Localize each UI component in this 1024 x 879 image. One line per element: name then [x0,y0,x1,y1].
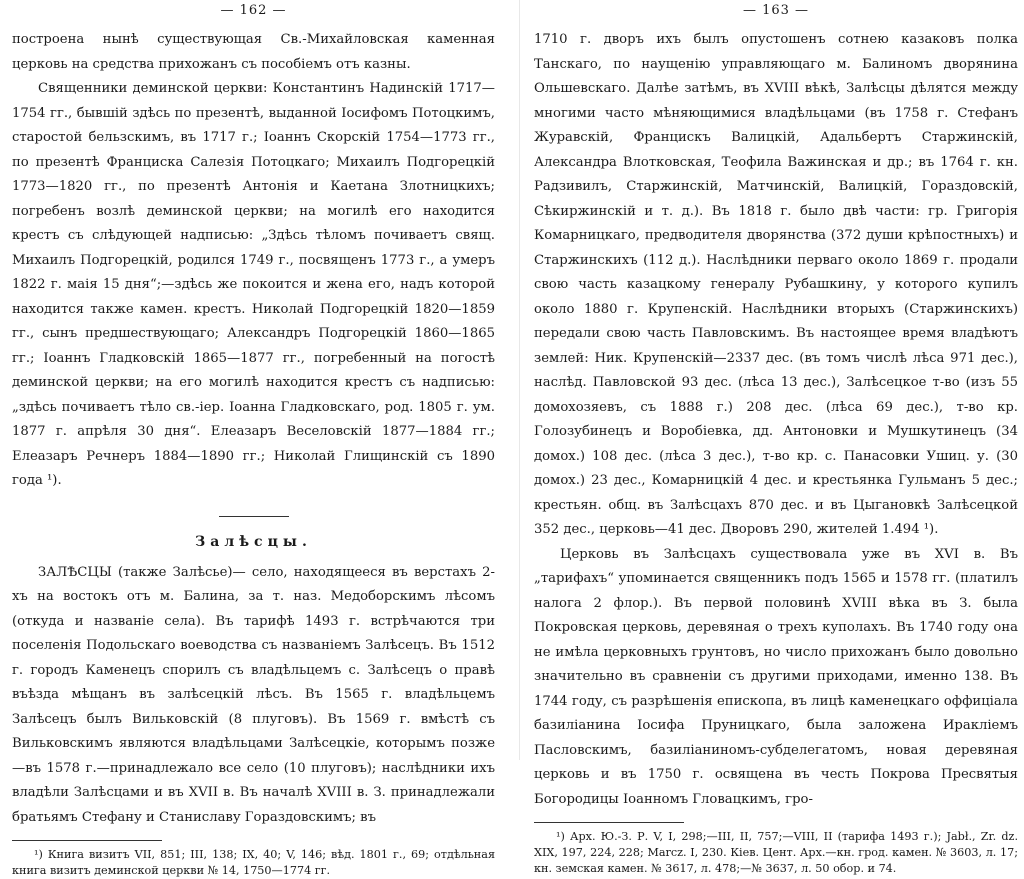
right-body-text [534,28,1018,812]
footnote-left: ¹) Книга визитъ VII, 851; III, 138; IX, 40; V, 146; вѣд. 1801 г., 69; отдѣльная книга визитъ деминской церкви № 14, 1750—1774 гг. [12,848,495,877]
paragraph-church-construction: построена нынѣ существующая Св.-Михайловская каменная церковь на средства прихожанъ съ пособіемъ отъ казны. [12,32,495,72]
paragraph-priests-list: Священники деминской церкви: Константинъ Надинскій 1717—1754 гг., бывшій здѣсь по презентѣ, выданной Іосифомъ Потоцкимъ, старостой бельзскимъ, въ 1717 г.; Іоаннъ Скорскій 1754—1773 гг., по презентѣ Франциска Салезія Потоцкаго; Михаилъ Подгорецкій 1773—1820 гг., по презентѣ Антонія и Каетана Злотницкихъ; погребенъ возлѣ деминской церкви; на могилѣ его находится крестъ съ слѣдующей надписью: „Здѣсь тѣломъ почиваетъ свящ. Михаилъ Подгорецкій, родился 1749 г., посвященъ 1773 г., а умеръ 1822 г. маія 15 дня“;—здѣсь же покоится и жена его, надъ которой находится также камен. крестъ. Николай Подгорецкій 1820—1859 гг., сынъ предшествующаго; Александръ Подгорецкій 1860—1865 гг.; Іоаннъ Гладковскій 1865—1877 гг., погребенный на погостѣ деминской церкви; на его могилѣ находится крестъ съ надписью: „здѣсь почиваетъ тѣло св.-іер. Іоанна Гладковскаго, род. 1805 г. ум. 1877 г. апрѣля 30 дня“. Елеазаръ Веселовскій 1877—1884 гг.; Елеазаръ Речнеръ 1884—1890 гг.; Николай Глищинскій съ 1890 года ¹). [12,81,495,488]
left-body-text [12,28,495,494]
paragraph-church-history: Церковь въ Залѣсцахъ существовала уже въ XVI в. Въ „тарифахъ“ упоминается священникъ подъ 1565 и 1578 гг. (платилъ налога 2 флор.). Въ первой половинѣ XVIII вѣка въ З. была Покровская церковь, деревяная о трехъ куполахъ. Въ 1740 году она не имѣла церковныхъ грунтовъ, но число прихожанъ было довольно значительно въ сравненіи съ другими приходами, именно 138. Въ 1744 году, съ разрѣшенія епископа, въ лицѣ каменецкаго оффиціала базиліанина Іосифа Пруницкаго, была заложена Иракліемъ Пасловскимъ, базиліаниномъ-субделегатомъ, новая деревяная церковь и въ 1750 г. освящена въ честь Покрова Пресвятыя Богородицы Іоанномъ Гловацкимъ, гро- [534,546,1018,807]
footnote-rule-left [12,840,162,841]
left-section-text [12,561,495,831]
page-number-left: — 162 — [220,3,287,18]
paragraph-owners-history: 1710 г. дворъ ихъ былъ опустошенъ сотнею казаковъ полка Танскаго, по наущенію управляющаго м. Балиномъ дворянина Ольшевскаго. Далѣе затѣмъ, въ XVIII вѣкѣ, Залѣсцы дѣлятся между многими часто мѣняющимися владѣльцами (въ 1758 г. Стефанъ Журавскій, Францискъ Валицкій, Адальбертъ Старжинскій, Александра Влотковская, Теофила Важинская и др.; въ 1764 г. кн. Радзивилъ, Старжинскій, Матчинскій, Валицкій, Гораздовскій, Сѣкиржинскій и т. д.). Въ 1818 г. было двѣ части: гр. Григорія Комарницкаго, предводителя дворянства (372 души крѣпостныхъ) и Старжинскихъ (112 д.). Наслѣдники перваго около 1869 г. продали свою часть казацкому генералу Рубашкину, у которого купилъ около 1880 г. Крупенскій. Наслѣдники вторыхъ (Старжинскихъ) передали свою часть Павловскимъ. Въ настоящее время владѣютъ землей: Ник. Крупенскій—2337 дес. (въ томъ числѣ лѣса 971 дес.), наслѣд. Павловской 93 дес. (лѣса 13 дес.), Залѣсецкое т-во (изъ 55 домохозяевъ, съ 1888 г.) 208 дес. (лѣса 69 дес.), т-во кр. Голозубинецъ и Воробіевка, дд. Антоновки и Мушкутинецъ (34 домох.) 108 дес. (лѣса 3 дес.), т-во кр. с. Панасовки Ушиц. у. (30 домох.) 23 дес., Комарницкій 4 дес. и крестьянка Гульманъ 5 дес.; крестьян. общ. въ Залѣсцахъ 870 дес. и въ Цыгановкѣ Залѣсецкой 352 дес., церковь—41 дес. Дворовъ 290, жителей 1.494 ¹). [534,32,1018,537]
left-page [0,0,505,877]
paragraph-zalestsy-intro: ЗАЛѢСЦЫ (также Залѣсье)— село, находящееся въ верстахъ 2-хъ на востокъ отъ м. Балина, за т. наз. Медоборскимъ лѣсомъ (откуда и названіе села). Въ тарифѣ 1493 г. встрѣчаются три поселенія Подольскаго воеводства съ названіемъ Залѣсецъ. Въ 1512 г. городъ Каменецъ спорилъ съ владѣльцемъ с. Залѣсецъ о правѣ въѣзда мѣщанъ въ залѣсецкій лѣсъ. Въ 1565 г. владѣльцемъ Залѣсецъ былъ Вильковскій (8 плуговъ). Въ 1569 г. вмѣстѣ съ Вильковскимъ являются владѣльцами Залѣсецкіе, которымъ позже—въ 1578 г.—принадлежало все село (10 плуговъ); наслѣдники ихъ владѣли Залѣсцами и въ XVII в. Въ началѣ XVIII в. З. принадлежали братьямъ Стефану и Станиславу Гораздовскимъ; въ [12,564,495,825]
footnote-rule-right [534,822,684,823]
page-number-right: — 163 — [742,3,810,18]
section-divider [219,516,289,517]
right-page [519,0,1024,875]
footnote-right: ¹) Арх. Ю.-З. Р. V, I, 298;—III, II, 757;—VIII, II (тарифа 1493 г.); Jabł., Zr. dz. XIX, 197, 224, 228; Marcz. I, 230. Кіев. Цент. Арх.—кн. грод. камен. № 3603, л. 17; кн. земская камен. № 3617, л. 478;—№ 3637, л. 50 обор. и 74. [534,830,1018,875]
section-heading: Залѣсцы. [195,533,312,550]
